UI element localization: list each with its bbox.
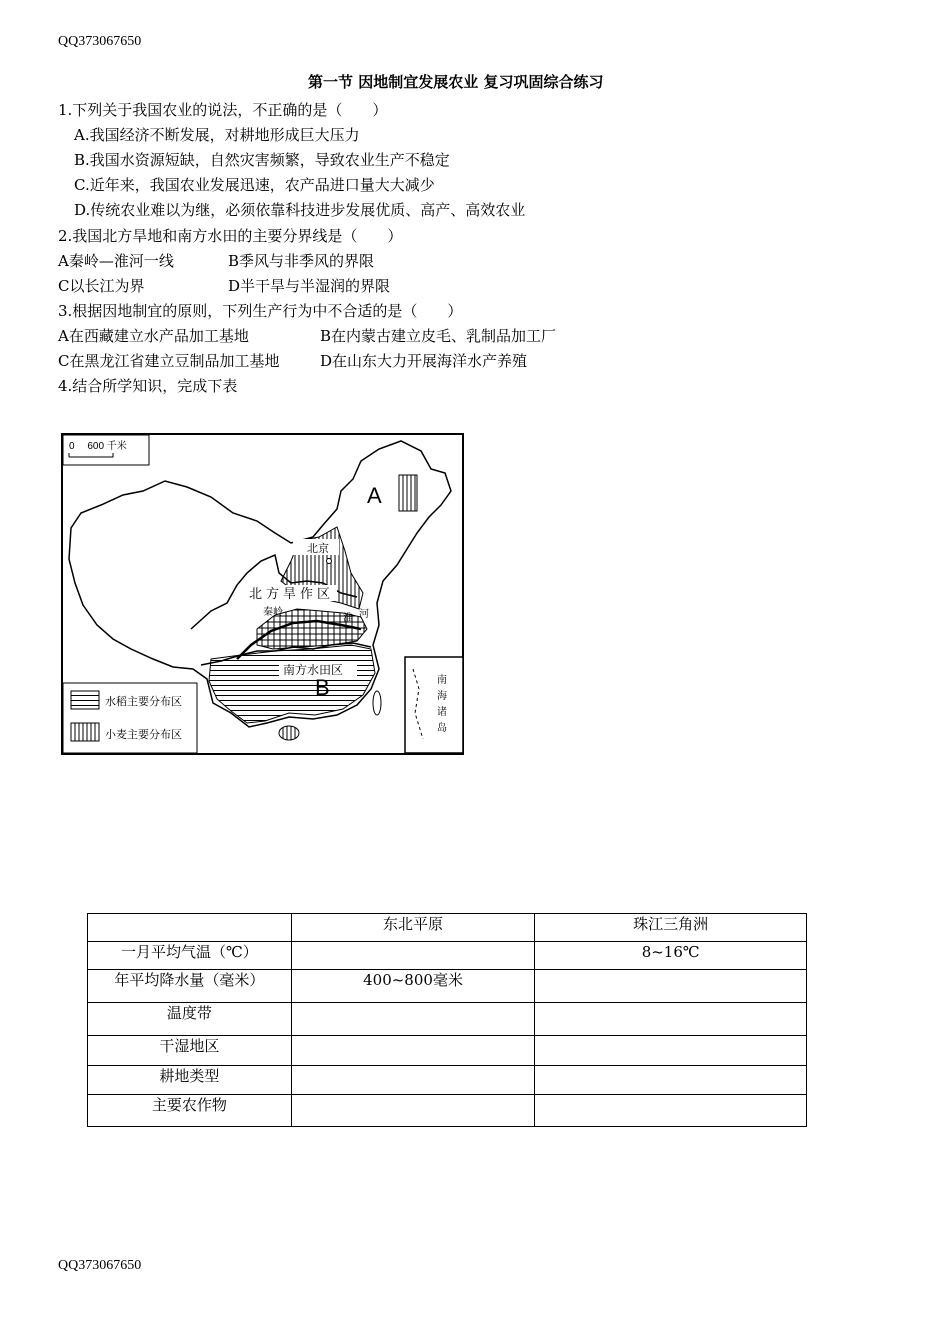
table-cell <box>535 970 807 1003</box>
page-title: 第一节 因地制宜发展农业 复习巩固综合练习 <box>308 73 604 91</box>
table-row <box>88 942 807 970</box>
page-footer: QQ373067650 <box>58 1258 142 1273</box>
region-b-label: B <box>315 675 330 700</box>
huai-label: 淮 <box>343 613 353 624</box>
table-cell: 400~800毫米 <box>291 970 535 1003</box>
question-3-option-c: C在黑龙江省建立豆制品加工基地 <box>58 352 280 370</box>
table-cell <box>535 1066 807 1095</box>
north-region-label: 北方旱作区 <box>249 586 335 601</box>
table-cell: 一月平均气温（℃） <box>88 942 292 970</box>
answer-table <box>87 913 807 1127</box>
table-cell <box>291 1066 535 1095</box>
table-cell <box>291 1003 535 1036</box>
inset-char-1: 南 <box>437 675 447 686</box>
table-cell: 耕地类型 <box>88 1066 292 1095</box>
table-cell <box>535 1003 807 1036</box>
table-row <box>88 1036 807 1066</box>
question-4-stem: 4.结合所学知识，完成下表 <box>58 377 238 395</box>
question-2-option-d: D半干旱与半湿润的界限 <box>228 277 391 295</box>
table-cell <box>291 942 535 970</box>
table-cell: 年平均降水量（毫米） <box>88 970 292 1003</box>
table-cell <box>291 1095 535 1127</box>
legend-wheat-swatch <box>71 723 99 741</box>
question-3-stem: 3.根据因地制宜的原则，下列生产行为中不合适的是（ ） <box>58 302 463 320</box>
table-header-cell: 东北平原 <box>291 914 535 942</box>
qinling-label: 秦岭 <box>263 607 283 618</box>
question-2-option-b: B季风与非季风的界限 <box>228 252 375 270</box>
south-region-label: 南方水田区 <box>283 663 344 677</box>
region-a-label: A <box>367 483 382 508</box>
inset-char-2: 海 <box>437 691 447 702</box>
legend-rice-label: 水稻主要分布区 <box>105 696 182 708</box>
hainan-island <box>279 726 299 740</box>
question-2-option-a: A秦岭—淮河一线 <box>58 252 174 270</box>
question-1-stem: 1.下列关于我国农业的说法，不正确的是（ ） <box>58 101 388 119</box>
table-header-row <box>88 914 807 942</box>
question-3-option-a: A在西藏建立水产品加工基地 <box>58 327 249 345</box>
table-cell <box>291 1036 535 1066</box>
table-header-cell <box>88 914 292 942</box>
question-1-option-c: C.近年来，我国农业发展迅速，农产品进口量大大减少 <box>74 176 435 194</box>
question-2-stem: 2.我国北方旱地和南方水田的主要分界线是（ ） <box>58 227 403 245</box>
table-cell: 温度带 <box>88 1003 292 1036</box>
table-row <box>88 970 807 1003</box>
table-cell: 干湿地区 <box>88 1036 292 1066</box>
table-row <box>88 1095 807 1127</box>
table-cell: 8~16℃ <box>535 942 807 970</box>
china-agriculture-map <box>61 433 464 755</box>
legend-rice-swatch <box>71 691 99 709</box>
inset-char-3: 诸 <box>437 707 447 718</box>
table-header-cell: 珠江三角洲 <box>535 914 807 942</box>
table-cell: 主要农作物 <box>88 1095 292 1127</box>
question-1-option-d: D.传统农业难以为继，必须依靠科技进步发展优质、高产、高效农业 <box>74 201 526 219</box>
question-2-option-c: C以长江为界 <box>58 277 145 295</box>
table-row <box>88 1003 807 1036</box>
question-3-option-d: D在山东大力开展海洋水产养殖 <box>320 352 528 370</box>
scale-label: 0 600 千米 <box>69 441 127 452</box>
question-3-option-b: B在内蒙古建立皮毛、乳制品加工厂 <box>320 327 557 345</box>
northeast-wheat-patch <box>399 475 417 511</box>
beijing-label: 北京 <box>307 543 329 555</box>
inset-char-4: 岛 <box>437 723 447 734</box>
question-1-option-a: A.我国经济不断发展，对耕地形成巨大压力 <box>74 126 360 144</box>
beijing-marker <box>327 559 332 564</box>
page-header: QQ373067650 <box>58 34 142 49</box>
table-cell <box>535 1095 807 1127</box>
table-row <box>88 1066 807 1095</box>
table-cell <box>535 1036 807 1066</box>
he-label: 河 <box>359 609 369 620</box>
legend-wheat-label: 小麦主要分布区 <box>105 729 182 741</box>
question-1-option-b: B.我国水资源短缺，自然灾害频繁，导致农业生产不稳定 <box>74 151 450 169</box>
